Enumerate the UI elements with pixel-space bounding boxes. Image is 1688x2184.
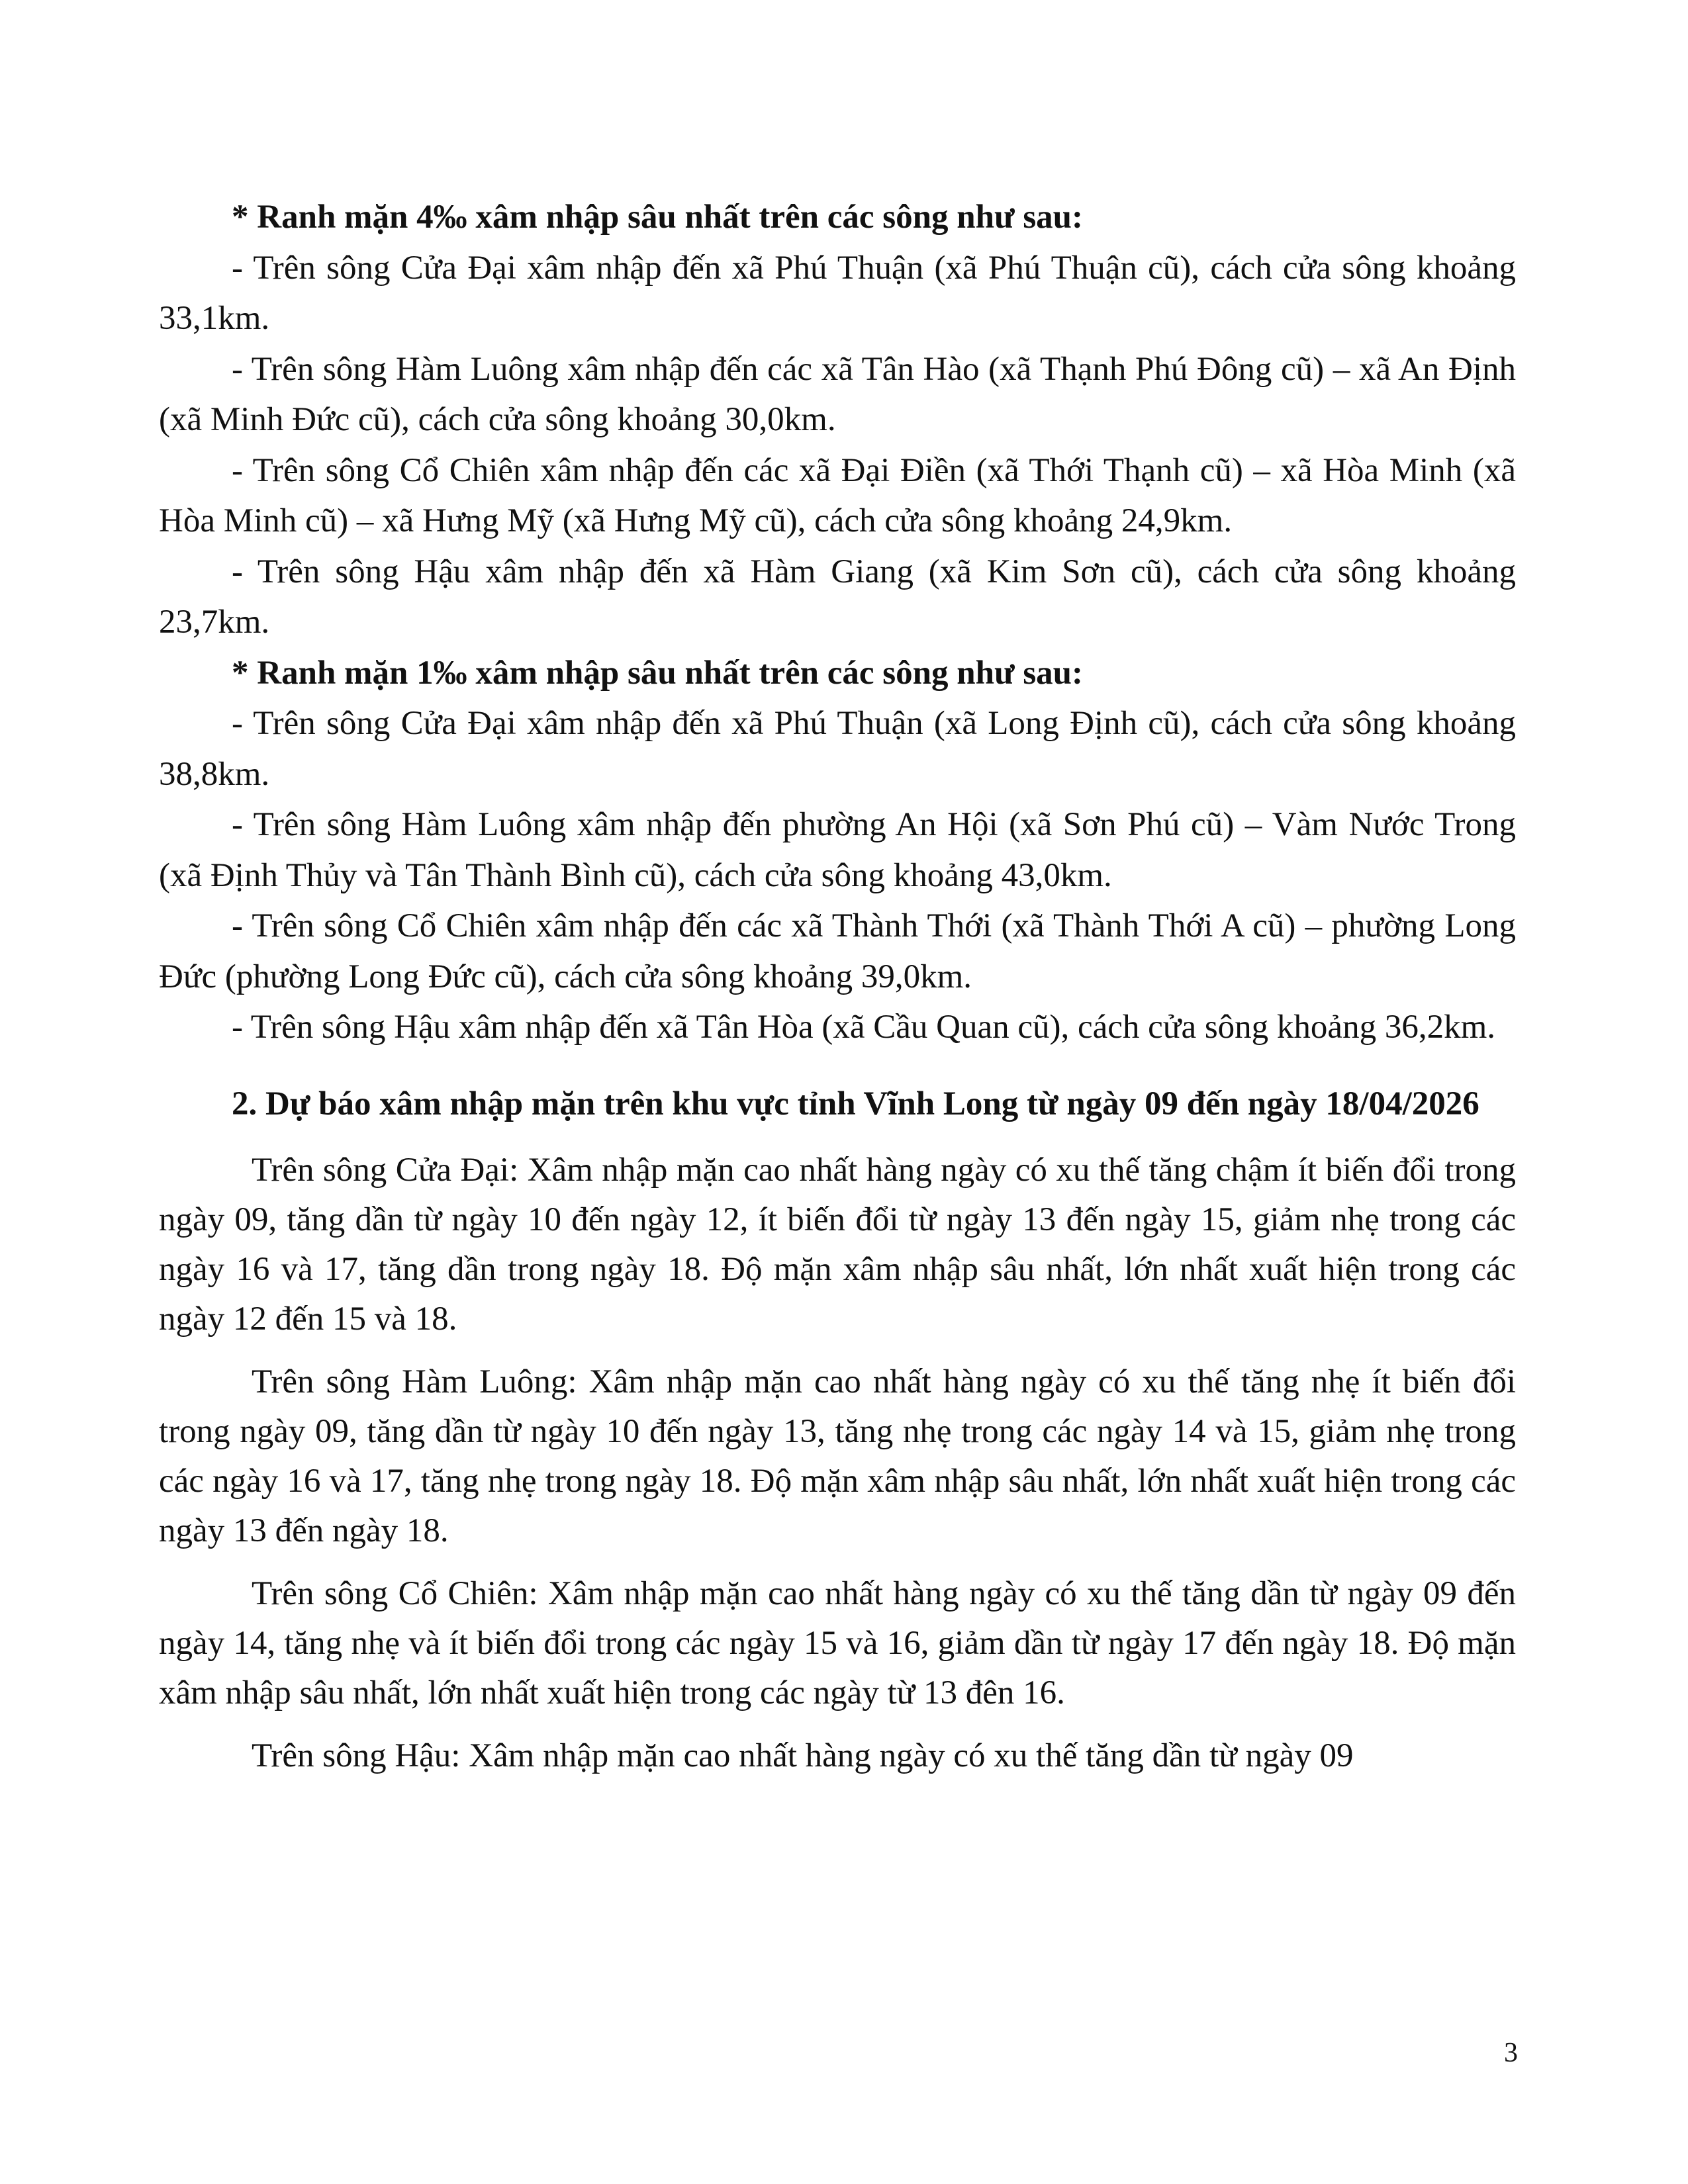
list-item: - Trên sông Cổ Chiên xâm nhập đến các xã Thành Thới (xã Thành Thới A cũ) – phường Long Đức (phường Long Đức cũ), cách cửa sông khoảng 39,0km.	[159, 907, 1516, 995]
list-item: - Trên sông Hàm Luông xâm nhập đến các xã Tân Hào (xã Thạnh Phú Đông cũ) – xã An Định (xã Minh Đức cũ), cách cửa sông khoảng 30,0km.	[159, 350, 1516, 438]
list-item: - Trên sông Cổ Chiên xâm nhập đến các xã Đại Điền (xã Thới Thạnh cũ) – xã Hòa Minh (xã Hòa Minh cũ) – xã Hưng Mỹ (xã Hưng Mỹ cũ), cách cửa sông khoảng 24,9km.	[159, 451, 1516, 539]
page-number: 3	[1504, 2038, 1518, 2068]
paragraph-song-hau: Trên sông Hậu: Xâm nhập mặn cao nhất hàng ngày có xu thế tăng dần từ ngày 09	[252, 1737, 1354, 1774]
list-item: - Trên sông Cửa Đại xâm nhập đến xã Phú Thuận (xã Phú Thuận cũ), cách cửa sông khoảng 33,1km.	[159, 249, 1516, 337]
paragraph-ham-luong: Trên sông Hàm Luông: Xâm nhập mặn cao nhất hàng ngày có xu thế tăng nhẹ ít biến đổi trong ngày 09, tăng dần từ ngày 10 đến ngày 13, tăng nhẹ trong các ngày 14 và 15, giảm nhẹ trong các ngày 16 và 17, tăng nhẹ trong ngày 18. Độ mặn xâm nhập sâu nhất, lớn nhất xuất hiện trong các ngày 13 đến ngày 18.	[159, 1363, 1516, 1549]
list-item: - Trên sông Hậu xâm nhập đến xã Hàm Giang (xã Kim Sơn cũ), cách cửa sông khoảng 23,7km.	[159, 553, 1516, 641]
section-2-heading: 2. Dự báo xâm nhập mặn trên khu vực tỉnh Vĩnh Long từ ngày 09 đến ngày 18/04/2026	[232, 1085, 1479, 1122]
section-heading-4-permille: * Ranh mặn 4‰ xâm nhập sâu nhất trên các sông như sau:	[232, 199, 1084, 236]
list-item: - Trên sông Hàm Luông xâm nhập đến phường An Hội (xã Sơn Phú cũ) – Vàm Nước Trong (xã Định Thủy và Tân Thành Bình cũ), cách cửa sông khoảng 43,0km.	[159, 806, 1516, 894]
list-item: - Trên sông Hậu xâm nhập đến xã Tân Hòa (xã Cầu Quan cũ), cách cửa sông khoảng 36,2km.	[232, 1009, 1495, 1046]
paragraph-cua-dai: Trên sông Cửa Đại: Xâm nhập mặn cao nhất hàng ngày có xu thế tăng chậm ít biến đổi trong ngày 09, tăng dần từ ngày 10 đến ngày 12, ít biến đổi từ ngày 13 đến ngày 15, giảm nhẹ trong các ngày 16 và 17, tăng dần trong ngày 18. Độ mặn xâm nhập sâu nhất, lớn nhất xuất hiện trong các ngày 12 đến 15 và 18.	[159, 1151, 1516, 1338]
list-item: - Trên sông Cửa Đại xâm nhập đến xã Phú Thuận (xã Long Định cũ), cách cửa sông khoảng 38,8km.	[159, 705, 1516, 793]
section-heading-1-permille: * Ranh mặn 1‰ xâm nhập sâu nhất trên các sông như sau:	[232, 654, 1084, 692]
document-page	[159, 192, 1516, 1794]
paragraph-co-chien: Trên sông Cổ Chiên: Xâm nhập mặn cao nhất hàng ngày có xu thế tăng dần từ ngày 09 đến ngày 14, tăng nhẹ và ít biến đổi trong các ngày 15 và 16, giảm dần từ ngày 17 đến ngày 18. Độ mặn xâm nhập sâu nhất, lớn nhất xuất hiện trong các ngày từ 13 đên 16.	[159, 1574, 1516, 1711]
